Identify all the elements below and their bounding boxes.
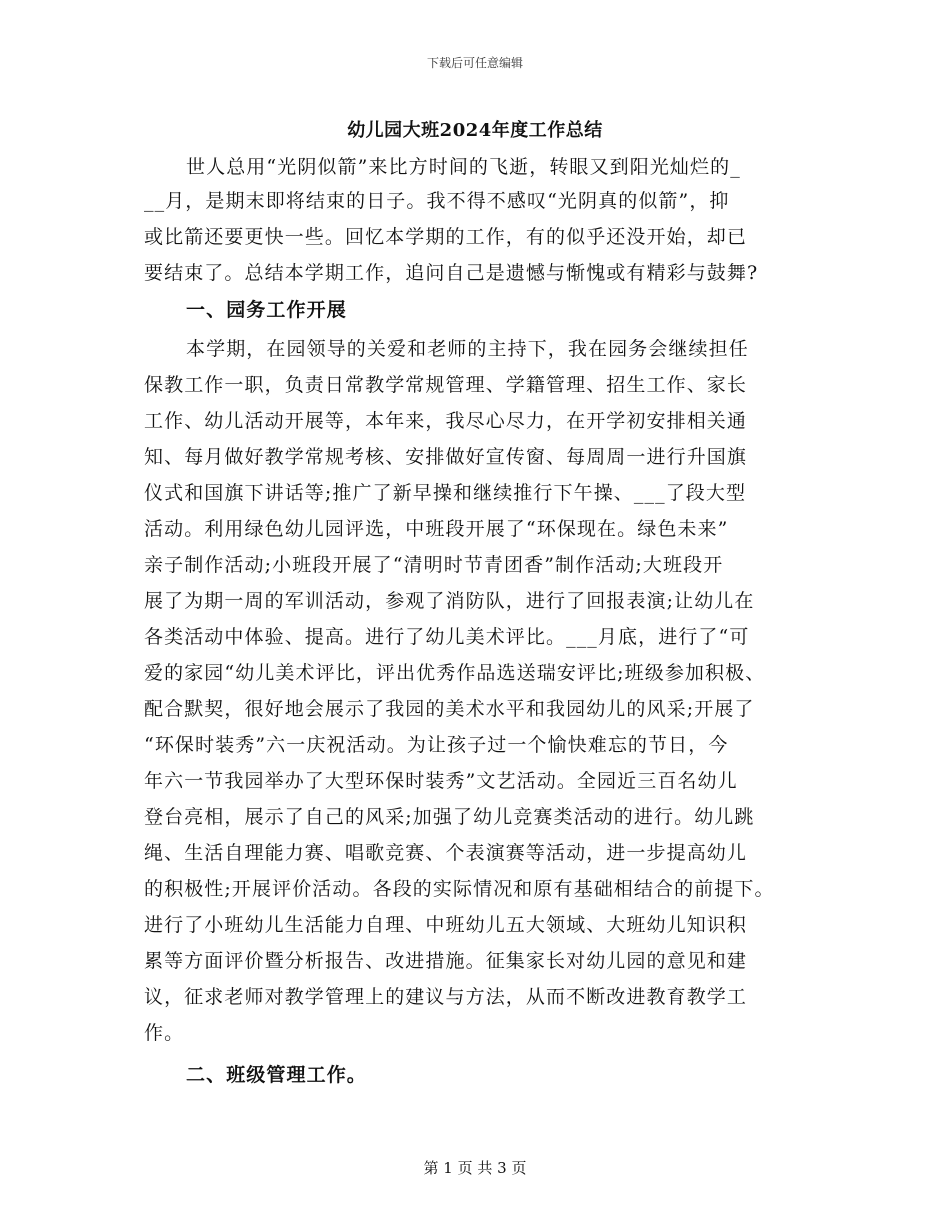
- paragraph-line: 本学期，在园领导的关爱和老师的主持下，我在园务会继续担任: [186, 338, 749, 360]
- document-title: 幼儿园大班2024年度工作总结: [347, 120, 603, 141]
- paragraph-line: 亲子制作活动;小班段开展了“清明时节青团香”制作活动;大班段开: [144, 554, 724, 576]
- paragraph-line: 展了为期一周的军训活动，参观了消防队，进行了回报表演;让幼儿在: [144, 590, 755, 612]
- paragraph-line: 登台亮相，展示了自己的风采;加强了幼儿竞赛类活动的进行。幼儿跳: [144, 806, 755, 828]
- paragraph-line: 要结束了。总结本学期工作，追问自己是遗憾与惭愧或有精彩与鼓舞?: [144, 262, 759, 284]
- paragraph-line: 作。: [144, 1022, 185, 1044]
- paragraph-line: 累等方面评价暨分析报告、改进措施。征集家长对幼儿园的意见和建: [144, 950, 748, 972]
- paragraph-line: 的积极性;开展评价活动。各段的实际情况和原有基础相结合的前提下。: [144, 878, 775, 900]
- paragraph-line: 活动。利用绿色幼儿园评选，中班段开展了“环保现在。绿色未来”: [144, 518, 729, 540]
- paragraph-line: 绳、生活自理能力赛、唱歌竞赛、个表演赛等活动，进一步提高幼儿: [144, 842, 748, 864]
- paragraph-line: 各类活动中体验、提高。进行了幼儿美术评比。___月底，进行了“可: [144, 626, 750, 648]
- paragraph-line: 年六一节我园举办了大型环保时装秀”文艺活动。全园近三百名幼儿: [144, 770, 738, 792]
- section-heading-2: 二、班级管理工作。: [186, 1064, 367, 1086]
- section-heading-1: 一、园务工作开展: [186, 299, 347, 321]
- paragraph-line: 议，征求老师对教学管理上的建议与方法，从而不断改进教育教学工: [144, 986, 748, 1008]
- paragraph-line: “环保时装秀”六一庆祝活动。为让孩子过一个愉快难忘的节日，今: [144, 734, 729, 756]
- paragraph-line: 仪式和国旗下讲话等;推广了新早操和继续推行下午操、___了段大型: [144, 482, 747, 504]
- page-footer: 第 1 页 共 3 页: [423, 1159, 527, 1177]
- paragraph-line: 世人总用“光阴似箭”来比方时间的飞逝，转眼又到阳光灿烂的_: [186, 156, 741, 178]
- paragraph-line: 工作、幼儿活动开展等，本年来，我尽心尽力，在开学初安排相关通: [144, 410, 748, 432]
- page-header: 下载后可任意编辑: [426, 56, 523, 70]
- paragraph-line: 保教工作一职，负责日常教学常规管理、学籍管理、招生工作、家长: [144, 374, 748, 396]
- paragraph-line: 进行了小班幼儿生活能力自理、中班幼儿五大领域、大班幼儿知识积: [144, 914, 748, 936]
- paragraph-line: 或比箭还要更快一些。回忆本学期的工作，有的似乎还没开始，却已: [144, 226, 748, 248]
- paragraph-line: __月，是期末即将结束的日子。我不得不感叹“光阴真的似箭”，抑: [144, 190, 730, 212]
- paragraph-line: 知、每月做好教学常规考核、安排做好宣传窗、每周周一进行升国旗: [144, 446, 748, 468]
- paragraph-line: 爱的家园“幼儿美术评比，评出优秀作品选送瑞安评比;班级参加积极、: [144, 662, 766, 684]
- paragraph-line: 配合默契，很好地会展示了我园的美术水平和我园幼儿的风采;开展了: [144, 698, 755, 720]
